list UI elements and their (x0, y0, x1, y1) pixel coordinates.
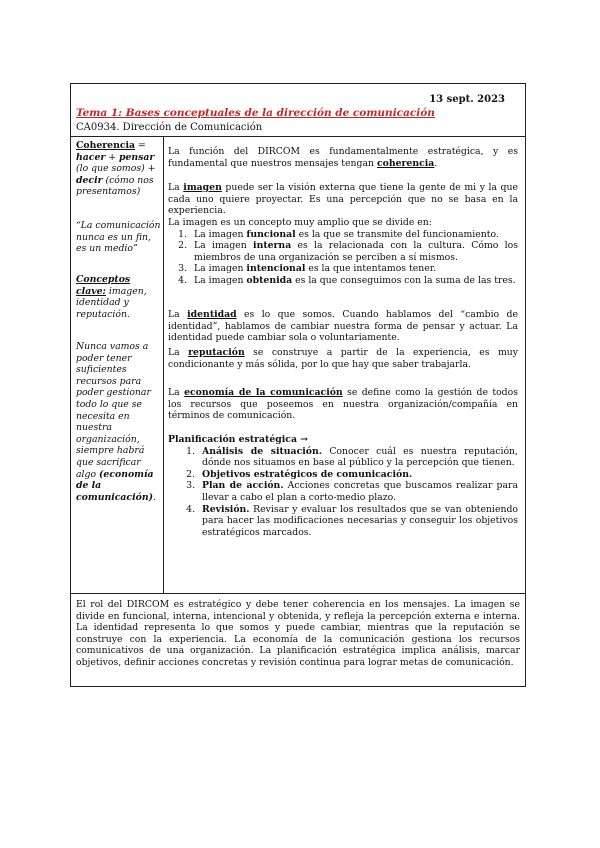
list-item (190, 275, 518, 287)
text: La imagen (194, 274, 247, 286)
imagen-types (168, 217, 518, 287)
plus-sign: + (105, 151, 119, 163)
planificacion (168, 434, 518, 538)
coherencia-term: Coherencia (76, 140, 136, 151)
identidad-keyword: identidad (187, 309, 237, 320)
imagen-list (168, 229, 518, 287)
text: La (168, 347, 189, 358)
summary-section (71, 593, 525, 689)
plus-sign: + (144, 163, 156, 175)
text: es la que intentamos tener. (305, 263, 437, 275)
quote: “La comunicación nunca es un fin, es un medio” (76, 220, 161, 255)
text: puede ser la visión externa que tiene la gente de mi y la que cada uno quiere proyectar. Es una percepción que no se basa en la experiencia. (168, 182, 519, 217)
text: es lo que somos. Cuando hablamos del “cambio de identidad”, hablamos de cambiar nuestra forma de pensar y actuar. La identidad puede cambiar sola o voluntariamente. (168, 309, 518, 344)
cue-column (71, 136, 164, 593)
text: La imagen (194, 240, 254, 252)
term: obtenida (246, 274, 293, 286)
paragraph-reputacion (168, 347, 518, 370)
course-code: CA0934. Dirección de Comunicación (76, 122, 263, 133)
list-item (190, 240, 518, 263)
text: La (168, 309, 188, 320)
term: Revisión. (202, 503, 250, 515)
list-item (190, 263, 518, 275)
conceptos-label: Conceptos clave: (76, 274, 131, 297)
imagen-intro: La imagen es un concepto muy amplio que se divide en: (168, 217, 432, 228)
term: Análisis de situación. (202, 445, 322, 457)
text: Acciones concretas que buscamos realizar para llevar a cabo el plan a corto-medio plazo. (202, 480, 518, 503)
date: 13 sept. 2023 (429, 94, 505, 105)
text: se construye a partir de la experiencia, es muy condicionante y más sólida, por lo que hay que saber trabajarla. (168, 347, 519, 370)
coherencia-keyword: coherencia (376, 157, 435, 169)
term: intencional (246, 263, 306, 275)
text: La (168, 182, 184, 193)
hacer: hacer (76, 151, 106, 163)
decir: decir (76, 174, 103, 186)
como-nos-presentamos: (cómo nos presentamos) (76, 174, 154, 198)
text: es la que conseguimos con la suma de las tres. (292, 274, 516, 286)
text: es la que se transmite del funcionamiento. (295, 228, 499, 240)
term: Plan de acción. (202, 480, 284, 492)
list-item (198, 446, 518, 469)
term: interna (253, 240, 292, 252)
nunca-text: Nunca vamos a poder tener suficientes recursos para poder gestionar todo lo que se necesita en nuestra organización, siempre habrá que sacrificar algo (76, 341, 151, 480)
economia-note: (economía de la comunicación) (76, 468, 154, 503)
paragraph-imagen (168, 182, 518, 217)
summary-text: El rol del DIRCOM es estratégico y debe tener coherencia en los mensajes. La imagen se divide en funcional, interna, intencional y obtenida, y refleja la percepción externa e interna. La identidad representa lo que somos y puede cambiar, mientras que la reputación se construye con la experiencia. La economía de la comunicación gestiona los recursos comunicativos de una organización. La planificación estratégica implica análisis, marcar objetivos, definir acciones concretas y revisión continua para lograr metas de comunicación. (76, 599, 520, 668)
list-item (198, 480, 518, 503)
text: . (434, 157, 438, 169)
text: La imagen (194, 263, 247, 275)
paragraph-economia (168, 387, 518, 422)
list-item (190, 229, 518, 241)
list-item (198, 469, 518, 481)
text: Conocer cuál es nuestra reputación, dónde nos situamos en base al público y la percepción que tienen. (202, 445, 518, 469)
reputacion-keyword: reputación (188, 347, 245, 358)
text: Revisar y evaluar los resultados que se van obteniendo para hacer las modificaciones necesarias y conseguir los objetivos estratégicos marcados. (202, 503, 518, 538)
recursos-note (76, 341, 162, 503)
lo-que-somos: (lo que somos) (76, 163, 145, 175)
period: . (153, 491, 156, 503)
list-item (198, 504, 518, 539)
term: Objetivos estratégicos de comunicación. (202, 468, 413, 480)
paragraph-identidad (168, 309, 518, 344)
topic-title: Tema 1: Bases conceptuales de la dirección de comunicación (76, 107, 435, 119)
header (71, 84, 525, 137)
equals-sign: = (135, 140, 146, 151)
text: se define como la gestión de todos los recursos que poseemos en nuestra organización/compañía en términos de comunicación. (168, 387, 518, 422)
conceptos-clave (76, 274, 162, 320)
text: es la relacionada con la cultura. Cómo los miembros de una organización se perciben a sí mismos. (194, 240, 518, 263)
text: La (168, 387, 185, 398)
notes-column (163, 136, 527, 593)
paragraph-dircom (168, 146, 518, 169)
text: La imagen (194, 228, 247, 240)
conceptos-list: imagen, identidad y reputación. (76, 285, 147, 320)
term: funcional (246, 228, 296, 240)
planificacion-title: Planificación estratégica → (168, 434, 308, 445)
planificacion-list (168, 446, 518, 539)
pensar: pensar (118, 151, 155, 163)
cornell-notes-page (70, 83, 526, 687)
imagen-keyword: imagen (183, 182, 222, 193)
text: La función del DIRCOM es fundamentalmente estratégica, y es fundamental que nuestros mensajes tengan (168, 146, 518, 169)
coherencia-note (76, 140, 162, 198)
economia-keyword: economía de la comunicación (184, 387, 343, 398)
